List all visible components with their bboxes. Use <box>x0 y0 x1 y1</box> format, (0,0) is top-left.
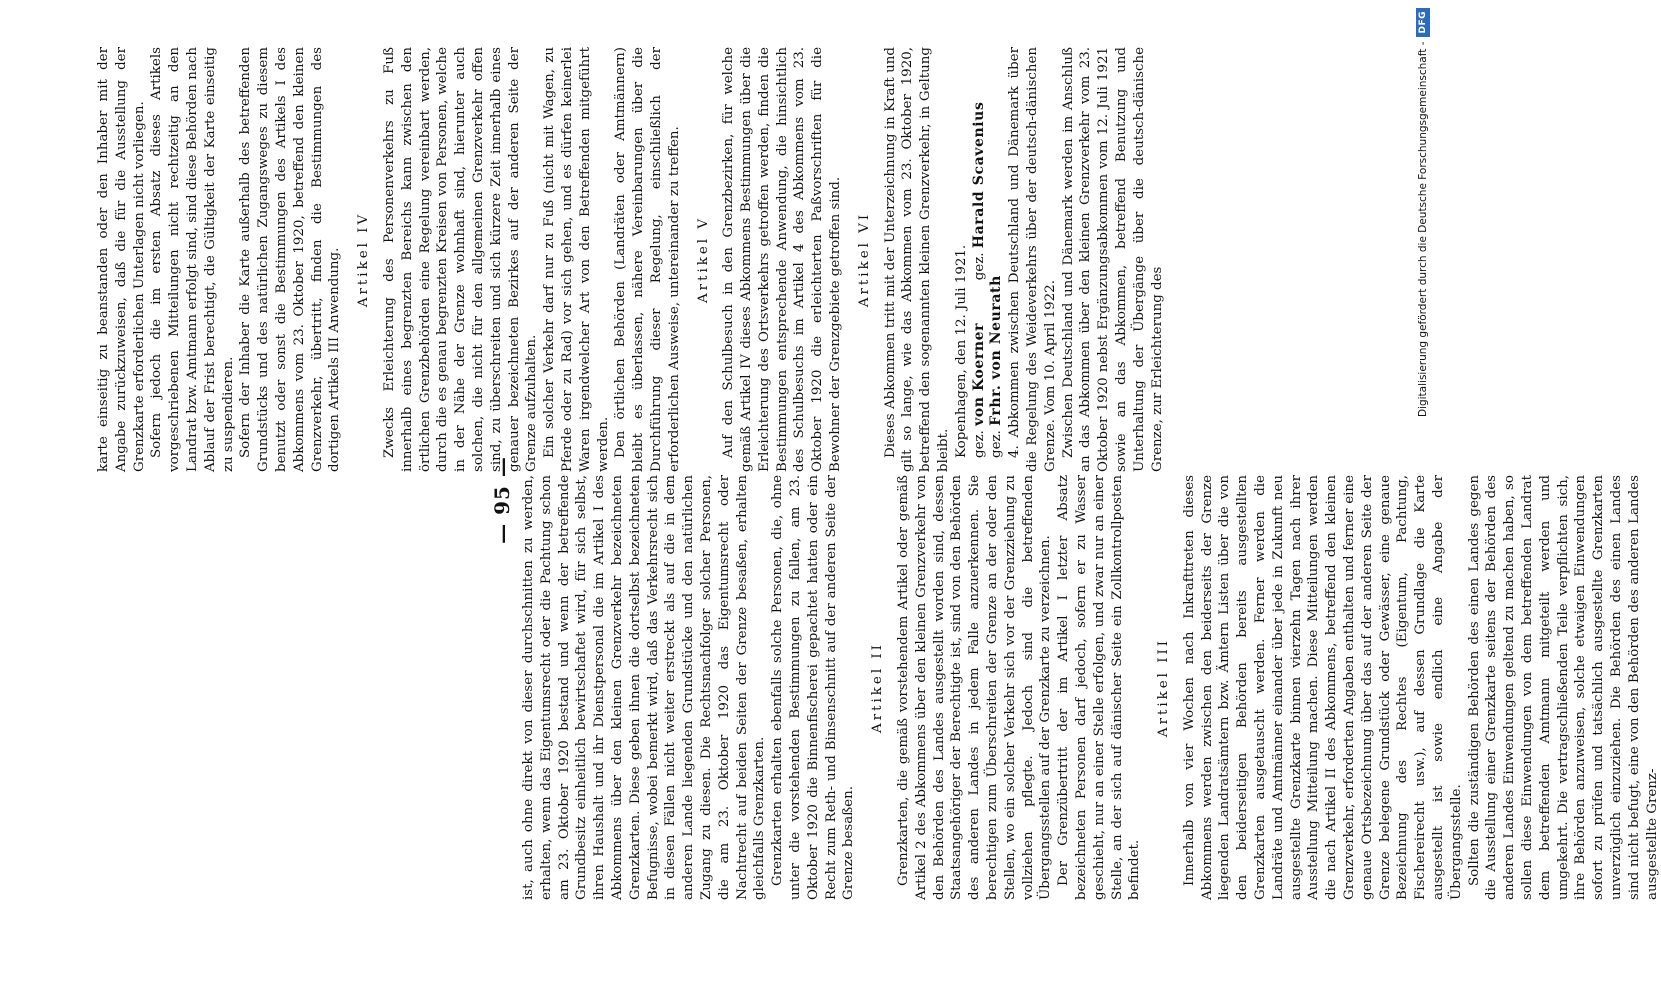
signature-line <box>971 47 989 472</box>
signature-prefix: gez. <box>971 252 987 281</box>
article-heading: Artikel V <box>695 216 711 303</box>
paragraph: Sofern der Inhaber die Karte außerhalb des betreffenden Grundstücks und des natürlichen Zugangsweges zu diesem benutzt oder sonst die Bestimmungen des Artikels I des Abkommens vom 23. Oktober 1920, betreffend den kleinen Grenzverkehr, übertritt, finden die Bestimmungen des dortigen Artikels III Anwendung. <box>238 47 343 472</box>
paragraph: Der Grenzübertritt der im Artikel I letzter Absatz bezeichneten Personen darf jedoch, sofern er zu Wasser geschieht, nur an einer Stelle erfolgen, und zwar nur an einer Stelle, an der sich auf dänischer Seite ein Zollkontrollposten befindet. <box>1056 475 1143 900</box>
digitization-sidebar <box>1412 0 1434 1000</box>
sidebar-content <box>1412 0 1434 1000</box>
paragraph: Auf den Schulbesuch in den Grenzbezirken, für welche gemäß Artikel IV dieses Abkommens Bestimmungen über die Erleichterung des Ortsverkehrs getroffen werden, finden die Bestimmungen entsprechende Anwendung, die hinsichtlich des Schulbesuchs im Artikel 4 des Abkommens vom 23. Oktober 1920 die erleichterten Paßvorschriften für die Bewohner der Grenzgebiete getroffen sind. <box>721 47 844 472</box>
paragraph: Zwischen Deutschland und Dänemark werden im Anschluß an das Abkommen über den kleinen Grenzverkehr vom 23. Oktober 1920 nebst Ergänzungsabkommen vom 12. Juli 1921 sowie an das Abkommen, betreffend Benutzung und Unterhaltung der Übergänge über die deutsch-dänische Grenze, zur Erleichterung des <box>1060 47 1165 472</box>
signature-prefix: gez. <box>971 430 987 458</box>
section-title: 4. Abkommen zwischen Deutschland und Dänemark über die Regelung des Weideverkehrs über der deutsch-dänischen Grenze. Vom 10. April 1922. <box>1007 47 1058 472</box>
signature-name: Frhr. von Neurath <box>988 275 1005 426</box>
dfg-logo: DFG <box>1416 8 1430 37</box>
paragraph: Zwecks Erleichterung des Personenverkehrs zu Fuß innerhalb eines begrenzten Bereichs kann zwischen den örtlichen Grenzbehörden eine Regelung vereinbart werden, durch die es genau begrenzten Kreisen von Personen, welche in der Nähe der Grenze wohnhaft sind, hierunter auch solchen, die nicht für den allgemeinen Grenzverkehr offen sind, zu überschreiten und sich kürzere Zeit innerhalb eines genauer bezeichneten Bezirkes auf der anderen Seite der Grenze aufzuhalten. <box>381 47 540 472</box>
paragraph: Den örtlichen Behörden (Landräten oder Amtmännern) bleibt es überlassen, nähere Vereinbarungen über die Durchführung dieser Regelung, einschließlich der erforderlichen Ausweise, untereinander zu treffen. <box>613 47 682 472</box>
article-heading: Artikel IV <box>356 211 372 308</box>
signature-line <box>988 47 1006 472</box>
article-heading: Artikel III <box>1156 637 1172 738</box>
funding-notice: Digitalisierung gefördert durch die Deutsche Forschungsgemeinschaft - <box>1417 41 1429 418</box>
paragraph: ist, auch ohne direkt von dieser durchschnitten zu werden, erhalten, wenn das Eigentumsrecht oder die Pachtung schon am 23. Oktober 1920 bestand und wenn der betreffende Grundbesitz einheitlich bewirtschaftet wird, für sich selbst, ihren Haushalt und ihr Dienstpersonal die im Artikel I des Abkommens über den kleinen Grenzverkehr bezeichneten Grenzkarten. Diese geben ihnen die dortselbst bezeichneten Befugnisse, wobei bemerkt wird, daß das Verkehrsrecht sich in diesen Fällen nicht weiter erstreckt als auf die in dem anderen Lande liegenden Grundstücke und den natürlichen Zugang zu diesen. Die Rechtsnachfolger solcher Personen, die am 23. Oktober 1920 das Eigentumsrecht oder Nachtrecht auf beiden Seiten der Grenze besaßen, erhalten gleichfalls Grenzkarten. <box>521 475 768 900</box>
paragraph: Innerhalb von vier Wochen nach Inkrafttreten dieses Abkommens werden zwischen den beiderseits der Grenze liegenden Landratsämtern bzw. Ämtern Listen über die von den beiderseitigen Behörden bereits ausgestellten Grenzkarten ausgetauscht werden. Ferner werden die Landräte und Amtmänner einander über jede in Zukunft neu ausgestellte Grenzkarte binnen vierzehn Tagen nach ihrer Ausstellung Mitteilung machen. Diese Mitteilungen werden die nach Artikel II des Abkommens, betreffend den kleinen Grenzverkehr, erforderten Angaben enthalten und ferner eine genaue Ortsbezeichnung über das auf der anderen Seite der Grenze belegene Grundstück oder Gewässer, eine genaue Bezeichnung des Rechtes (Eigentum, Pachtung, Fischereirecht usw.), auf dessen Grundlage die Karte ausgestellt ist sowie endlich eine Angabe der Übergangsstelle. <box>1181 475 1464 900</box>
page-number: — 95 — <box>490 456 514 544</box>
date-line: Kopenhagen, den 12. Juli 1921. <box>953 244 969 458</box>
signature-name: Harald Scavenius <box>970 101 987 249</box>
article-heading: Artikel VI <box>856 211 872 308</box>
left-column <box>520 475 1661 900</box>
paragraph: Ein solcher Verkehr darf nur zu Fuß (nicht mit Wagen, zu Pferde oder zu Rad) vor sich gehen, und es dürfen keinerlei Waren irgendwelcher Art von den Betreffenden mitgeführt werden. <box>542 47 611 472</box>
paragraph: Sollten die zuständigen Behörden des einen Landes gegen die Ausstellung einer Grenzkarte seitens der Behörden des anderen Landes Einwendungen geltend zu machen haben, so sollen diese Einwendungen von dem betreffenden Landrat dem betreffenden Amtmann mitgeteilt werden und umgekehrt. Die vertragschließenden Teile verpflichten sich, ihre Behörden anzuweisen, solche etwaigen Einwendungen sofort zu prüfen und tatsächlich ausgestellte Grenzkarten unverzüglich einzuziehen. Die Behörden des einen Landes sind nicht befugt, eine von den Behörden des anderen Landes ausgestellte Grenz- <box>1466 475 1660 900</box>
signature-prefix: gez. <box>989 430 1005 458</box>
paragraph: Dieses Abkommen tritt mit der Unterzeichnung in Kraft und gilt so lange, wie das Abkommen vom 23. Oktober 1920, betreffend den sogenannten kleinen Grenzverkehr, in Geltung bleibt. <box>882 47 952 472</box>
right-column <box>95 47 1166 472</box>
article-heading: Artikel II <box>870 642 886 733</box>
signature-name: von Koerner <box>970 322 987 426</box>
paragraph: Grenzkarten erhalten ebenfalls solche Personen, die, ohne unter die vorstehenden Bestimmungen zu fallen, am 23. Oktober 1920 die Binnenfischerei gepachtet hatten oder ein Recht zum Reth- und Binsenschnitt auf der anderen Seite der Grenze besaßen. <box>770 475 857 900</box>
paragraph: karte einseitig zu beanstanden oder den Inhaber mit der Angabe zurückzuweisen, daß die für die Ausstellung der Grenzkarte erforderlichen Unterlagen nicht vorliegen. <box>96 47 147 472</box>
paragraph: Sofern jedoch die im ersten Absatz dieses Artikels vorgeschriebenen Mitteilungen nicht rechtzeitig an den Landrat bzw. Amtmann erfolgt sind, sind diese Behörden nach Ablauf der Frist berechtigt, die Gültigkeit der Karte einseitig zu suspendieren. <box>149 47 236 472</box>
paragraph: Grenzkarten, die gemäß vorstehendem Artikel oder gemäß Artikel 2 des Abkommens über den kleinen Grenzverkehr von den Behörden des Landes ausgestellt worden sind, dessen Staatsangehöriger der Berechtigte ist, sind von den Behörden des anderen Landes in jedem Falle anzuerkennen. Sie berechtigen zum Überschreiten der Grenze an der oder den Stellen, wo ein solcher Verkehr sich vor der Grenzziehung zu vollziehen pflegte. Jedoch sind die betreffenden Übergangsstellen auf der Grenzkarte zu verzeichnen. <box>895 475 1054 900</box>
